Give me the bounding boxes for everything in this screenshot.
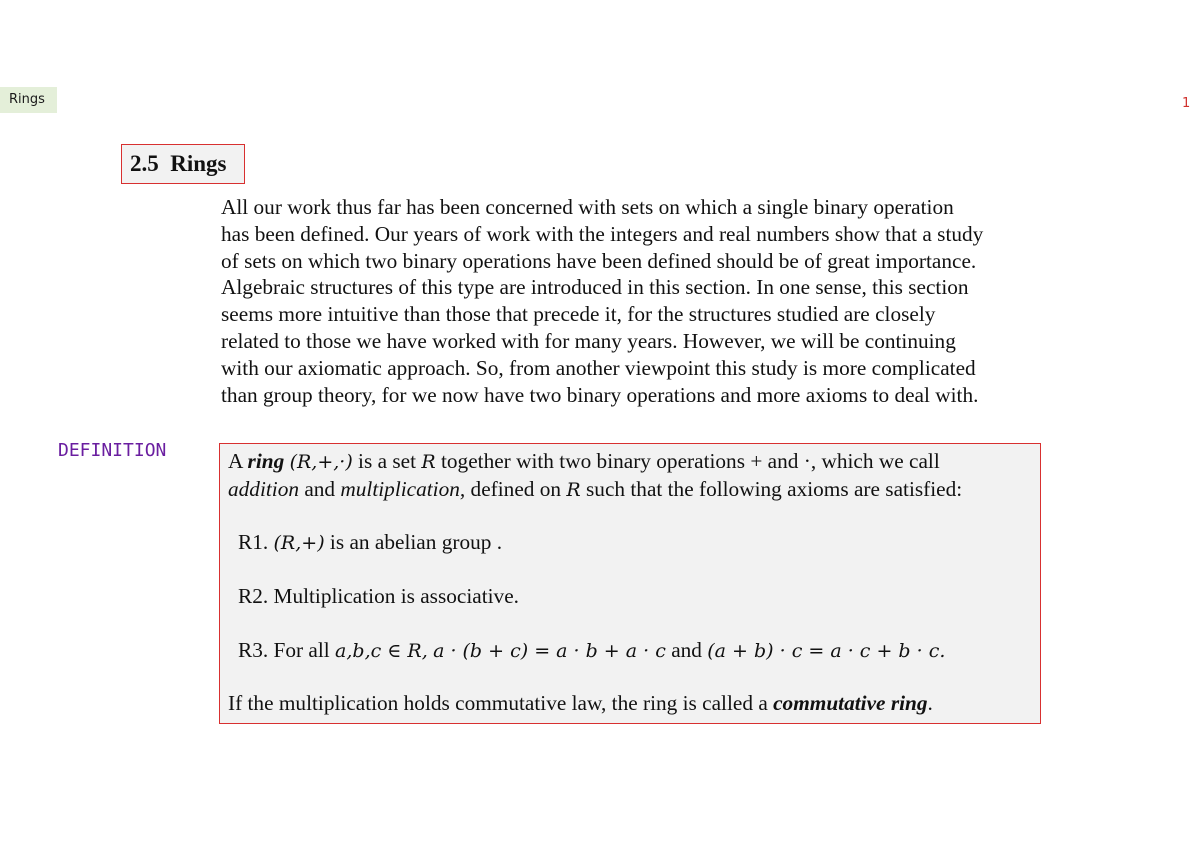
ring-signature: (R,+,·)	[289, 451, 353, 473]
term-multiplication: multiplication,	[340, 477, 466, 501]
intro-line: than group theory, for we now have two binary operations and more axioms to deal with.	[221, 382, 979, 407]
axiom-label: R2.	[238, 584, 269, 608]
section-title	[121, 144, 245, 184]
definition-closing	[228, 690, 933, 716]
var-r: R	[566, 479, 581, 501]
left-distributive-law: a · (b + c) = a · b + a · c	[433, 640, 666, 662]
axiom-label: R1.	[238, 530, 269, 554]
axiom-r3	[238, 637, 945, 664]
var-r: R	[421, 451, 436, 473]
axiom-r1	[238, 529, 502, 556]
def-text: .	[927, 691, 933, 715]
intro-line: Algebraic structures of this type are introduced in this section. In one sense, this section	[221, 275, 969, 300]
axiom-text: Multiplication is associative.	[273, 584, 519, 608]
term-addition: addition	[228, 477, 299, 501]
def-text: defined on	[465, 477, 567, 501]
section-title-text: Rings	[170, 151, 227, 176]
axiom-vars: a,b,c ∈ R,	[335, 640, 428, 662]
intro-line: of sets on which two binary operations have been defined should be of great importance.	[221, 248, 977, 273]
intro-line: seems more intuitive than those that precede it, for the structures studied are closely	[221, 302, 936, 327]
section-number: 2.5	[130, 151, 159, 176]
page-number: 1	[1182, 96, 1191, 111]
right-distributive-law: (a + b) · c = a · c + b · c.	[707, 640, 946, 662]
axiom-text: and	[671, 638, 702, 662]
definition-line-2	[228, 476, 962, 503]
intro-line: related to those we have worked with for many years. However, we will be continuing	[221, 328, 956, 353]
def-text: If the multiplication holds commutative law, the ring is called a	[228, 691, 774, 715]
definition-box	[219, 443, 1041, 724]
definition-label: DEFINITION	[58, 440, 167, 461]
def-text: is a set	[352, 449, 422, 473]
term-ring: ring	[247, 449, 285, 473]
def-text: A	[228, 449, 248, 473]
intro-line: All our work thus far has been concerned with sets on which a single binary operation	[221, 195, 954, 219]
axiom-label: R3.	[238, 638, 269, 662]
axiom-r2	[238, 583, 519, 609]
def-text: such that the following axioms are satisfied:	[580, 477, 963, 501]
axiom-text: is an abelian group .	[324, 530, 503, 554]
intro-line: with our axiomatic approach. So, from another viewpoint this study is more complicated	[221, 355, 976, 380]
term-commutative-ring: commutative ring	[773, 691, 928, 715]
intro-paragraph	[221, 194, 1051, 408]
axiom-math: (R,+)	[273, 532, 325, 554]
def-text: and	[299, 477, 341, 501]
definition-line-1	[228, 448, 940, 475]
axiom-text: For all	[273, 638, 336, 662]
def-text: together with two binary operations + and ·, which we call	[435, 449, 940, 473]
chapter-tag: Rings	[0, 87, 57, 113]
intro-line: has been defined. Our years of work with the integers and real numbers show that a study	[221, 221, 984, 246]
